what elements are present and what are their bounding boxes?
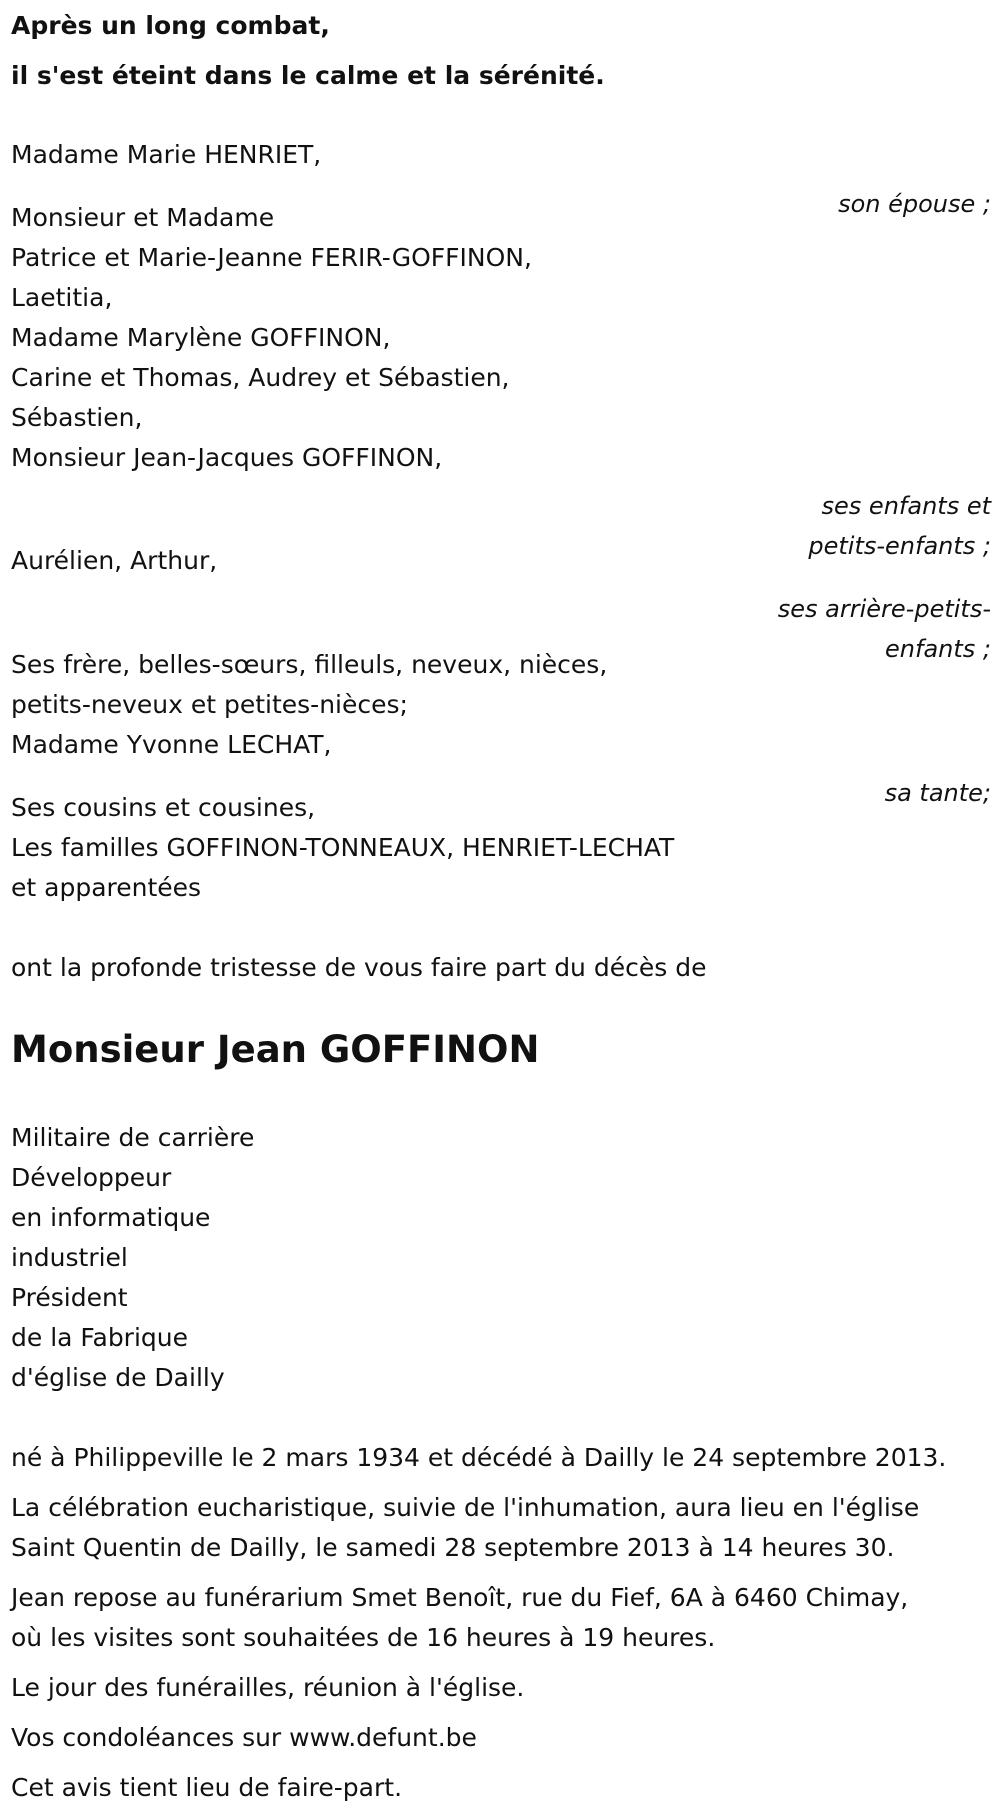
children-line: Carine et Thomas, Audrey et Sébastien,: [11, 363, 510, 392]
birth-death: né à Philippeville le 2 mars 1934 et décédé à Dailly le 24 septembre 2013.: [11, 1443, 947, 1472]
children-line: Laetitia,: [11, 283, 113, 312]
children-line: Monsieur et Madame: [11, 203, 275, 232]
funeral-home-line: Jean repose au funérarium Smet Benoît, rue du Fief, 6A à 6460 Chimay,: [11, 1583, 909, 1612]
cousins-line: et apparentées: [11, 873, 202, 902]
cousins-line: Ses cousins et cousines,: [11, 793, 316, 822]
deceased-name: Monsieur Jean GOFFINON: [11, 1028, 540, 1071]
children-line: Patrice et Marie-Jeanne FERIR-GOFFINON,: [11, 243, 532, 272]
deceased-title: en informatique: [11, 1203, 211, 1232]
intro-line-2: il s'est éteint dans le calme et la sérénité.: [11, 61, 605, 90]
deceased-title: d'église de Dailly: [11, 1363, 225, 1392]
deceased-title: Militaire de carrière: [11, 1123, 255, 1152]
relatives-line: Madame Yvonne LECHAT,: [11, 730, 332, 759]
condolences: Vos condoléances sur www.defunt.be: [11, 1723, 477, 1752]
spouse-role: son épouse ;: [838, 190, 991, 218]
children-role: ses enfants et: [821, 492, 991, 520]
cousins-line: Les familles GOFFINON-TONNEAUX, HENRIET-LECHAT: [11, 833, 675, 862]
intro-line-1: Après un long combat,: [11, 11, 330, 40]
aunt-role: sa tante;: [884, 779, 991, 807]
great-grandchildren: Aurélien, Arthur,: [11, 546, 218, 575]
children-line: Monsieur Jean-Jacques GOFFINON,: [11, 443, 443, 472]
announcement: ont la profonde tristesse de vous faire part du décès de: [11, 953, 707, 982]
deceased-title: industriel: [11, 1243, 128, 1272]
relatives-line: Ses frère, belles-sœurs, filleuls, neveux, nièces,: [11, 650, 608, 679]
great-grandchildren-role: ses arrière-petits-: [777, 595, 991, 623]
spouse-name: Madame Marie HENRIET,: [11, 140, 322, 169]
deceased-title: Président: [11, 1283, 128, 1312]
funeral-home-line: où les visites sont souhaitées de 16 heures à 19 heures.: [11, 1623, 716, 1652]
children-line: Madame Marylène GOFFINON,: [11, 323, 391, 352]
deceased-title: Développeur: [11, 1163, 172, 1192]
obituary-notice: [11, 0, 991, 1818]
deceased-title: de la Fabrique: [11, 1323, 189, 1352]
notice: Cet avis tient lieu de faire-part.: [11, 1773, 403, 1802]
relatives-line: petits-neveux et petites-nièces;: [11, 690, 408, 719]
ceremony-line: La célébration eucharistique, suivie de l'inhumation, aura lieu en l'église: [11, 1493, 920, 1522]
children-line: Sébastien,: [11, 403, 143, 432]
ceremony-line: Saint Quentin de Dailly, le samedi 28 septembre 2013 à 14 heures 30.: [11, 1533, 895, 1562]
gathering: Le jour des funérailles, réunion à l'église.: [11, 1673, 525, 1702]
children-role: petits-enfants ;: [808, 532, 991, 560]
great-grandchildren-role: enfants ;: [885, 635, 991, 663]
